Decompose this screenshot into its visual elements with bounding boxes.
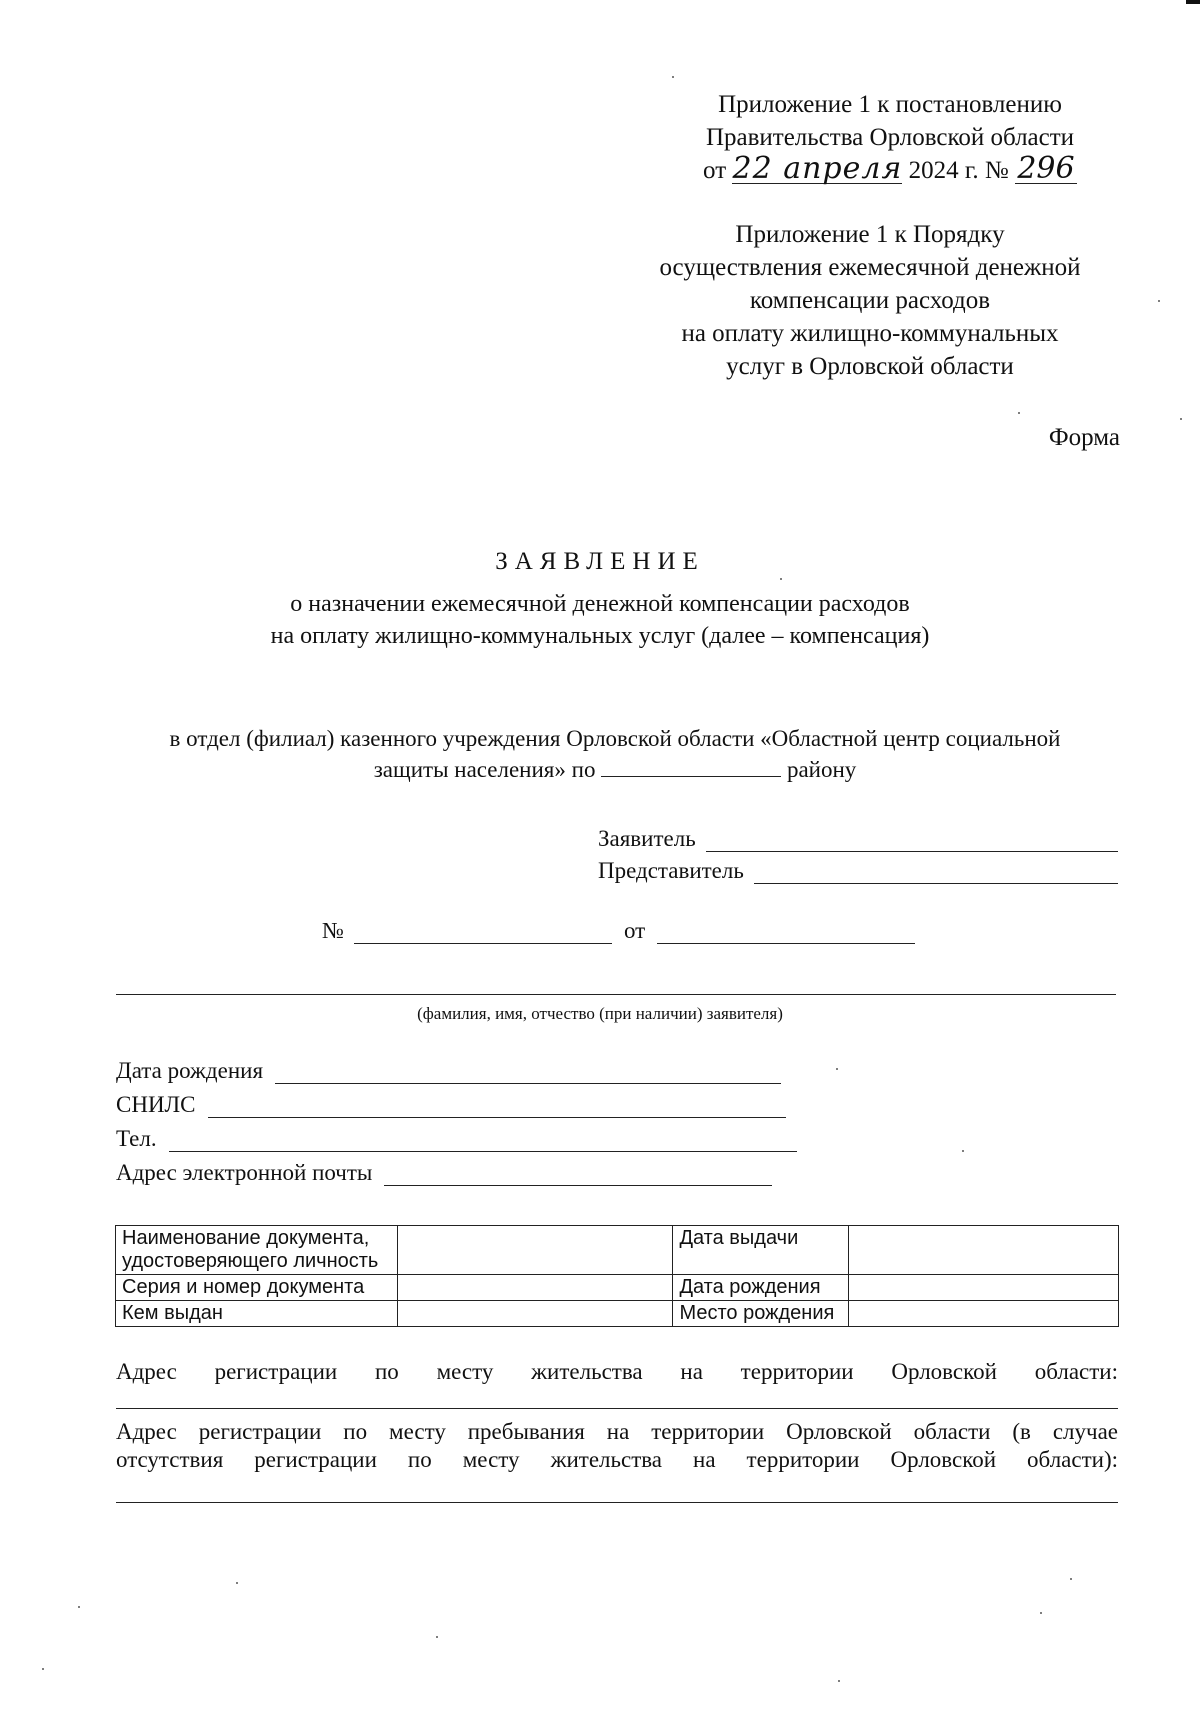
representative-blank[interactable] xyxy=(754,861,1118,884)
phone-blank[interactable] xyxy=(169,1129,797,1152)
series-number-label: Серия и номер документа xyxy=(116,1275,398,1301)
phone-label: Тел. xyxy=(116,1126,157,1151)
doc-name-label: Наименование документа, удостоверяющего личность xyxy=(116,1226,398,1275)
approval-line-2: Правительства Орловской области xyxy=(705,124,1075,151)
scan-speck xyxy=(836,1068,838,1070)
email-row xyxy=(116,1160,772,1186)
registration-date-blank[interactable] xyxy=(657,921,915,944)
appendix-header xyxy=(620,218,1120,383)
issue-date-value[interactable] xyxy=(849,1226,1119,1275)
scan-corner-mark xyxy=(1186,0,1200,4)
table-row xyxy=(116,1275,1119,1301)
addressee xyxy=(120,724,1110,785)
birth-place-label: Место рождения xyxy=(673,1301,849,1327)
scan-speck xyxy=(236,1582,238,1584)
stay-address-blank[interactable] xyxy=(116,1502,1118,1503)
approval-header xyxy=(660,88,1120,187)
snils-blank[interactable] xyxy=(208,1095,786,1118)
phone-row xyxy=(116,1126,797,1152)
district-blank[interactable] xyxy=(601,754,781,777)
scan-speck xyxy=(1018,412,1020,414)
email-label: Адрес электронной почты xyxy=(116,1160,373,1185)
snils-row xyxy=(116,1092,786,1118)
table-row xyxy=(116,1226,1119,1275)
scan-speck xyxy=(672,76,674,78)
issue-date-label: Дата выдачи xyxy=(673,1226,849,1275)
table-birth-date-label: Дата рождения xyxy=(673,1275,849,1301)
addressee-line-2-start: защиты населения» по xyxy=(373,757,596,782)
applicant-row xyxy=(598,826,1118,852)
birth-place-value[interactable] xyxy=(849,1301,1119,1327)
date-prefix: от xyxy=(703,157,727,184)
approval-line-1: Приложение 1 к постановлению xyxy=(718,91,1062,118)
doc-name-value[interactable] xyxy=(397,1226,673,1275)
addressee-line-2 xyxy=(120,754,1110,785)
scan-speck xyxy=(1158,300,1160,302)
registration-row xyxy=(322,918,915,944)
document-subtitle xyxy=(150,588,1050,652)
appendix-line: Приложение 1 к Порядку xyxy=(735,221,1005,248)
scan-speck xyxy=(962,1150,964,1152)
email-blank[interactable] xyxy=(384,1163,772,1186)
issued-by-label: Кем выдан xyxy=(116,1301,398,1327)
scan-speck xyxy=(42,1668,44,1670)
representative-label: Представитель xyxy=(598,858,744,883)
residence-address-blank[interactable] xyxy=(116,1408,1118,1409)
handwritten-number: 296 xyxy=(1015,155,1077,184)
addressee-line-2-end: району xyxy=(786,757,857,782)
number-label: № xyxy=(322,918,344,943)
approval-year: 2024 г. № xyxy=(908,157,1009,184)
appendix-line: осуществления ежемесячной денежной xyxy=(659,254,1081,281)
scan-speck xyxy=(838,1680,840,1682)
stay-address-line-2: отсутствия регистрации по месту жительства на территории Орловской области): xyxy=(116,1447,1118,1472)
appendix-line: на оплату жилищно-коммунальных xyxy=(681,320,1059,347)
table-birth-date-value[interactable] xyxy=(849,1275,1119,1301)
id-document-table xyxy=(115,1225,1119,1327)
birth-date-label: Дата рождения xyxy=(116,1058,264,1083)
subtitle-line-1: о назначении ежемесячной денежной компенсации расходов xyxy=(290,591,910,617)
registration-number-blank[interactable] xyxy=(354,921,612,944)
applicant-blank[interactable] xyxy=(706,829,1118,852)
snils-label: СНИЛС xyxy=(116,1092,196,1117)
series-number-value[interactable] xyxy=(397,1275,673,1301)
subtitle-line-2: на оплату жилищно-коммунальных услуг (далее – компенсация) xyxy=(270,623,930,649)
from-label: от xyxy=(623,918,646,943)
birth-date-row xyxy=(116,1058,781,1084)
birth-date-blank[interactable] xyxy=(275,1061,781,1084)
fio-caption: (фамилия, имя, отчество (при наличии) заявителя) xyxy=(417,1004,783,1023)
form-label: Форма xyxy=(1048,424,1120,451)
handwritten-date: 22 апреля xyxy=(732,151,903,186)
approval-date-line xyxy=(660,151,1120,187)
scan-speck xyxy=(1180,418,1182,420)
document-title: ЗАЯВЛЕНИЕ xyxy=(495,548,705,575)
scan-speck xyxy=(1070,1578,1072,1580)
scan-speck xyxy=(78,1606,80,1608)
issued-by-value[interactable] xyxy=(397,1301,673,1327)
scan-speck xyxy=(780,578,782,580)
addressee-line-1: в отдел (филиал) казенного учреждения Орловской области «Областной центр социальной xyxy=(169,726,1061,751)
residence-address-label: Адрес регистрации по месту жительства на территории Орловской области: xyxy=(116,1359,1118,1384)
representative-row xyxy=(598,858,1118,884)
fio-blank[interactable] xyxy=(116,994,1116,995)
appendix-line: услуг в Орловской области xyxy=(726,353,1014,380)
table-row xyxy=(116,1301,1119,1327)
scan-speck xyxy=(1040,1612,1042,1614)
appendix-line: компенсации расходов xyxy=(749,287,991,314)
applicant-label: Заявитель xyxy=(598,826,696,851)
stay-address-line-1: Адрес регистрации по месту пребывания на территории Орловской области (в случае xyxy=(116,1419,1118,1444)
scan-speck xyxy=(436,1636,438,1638)
